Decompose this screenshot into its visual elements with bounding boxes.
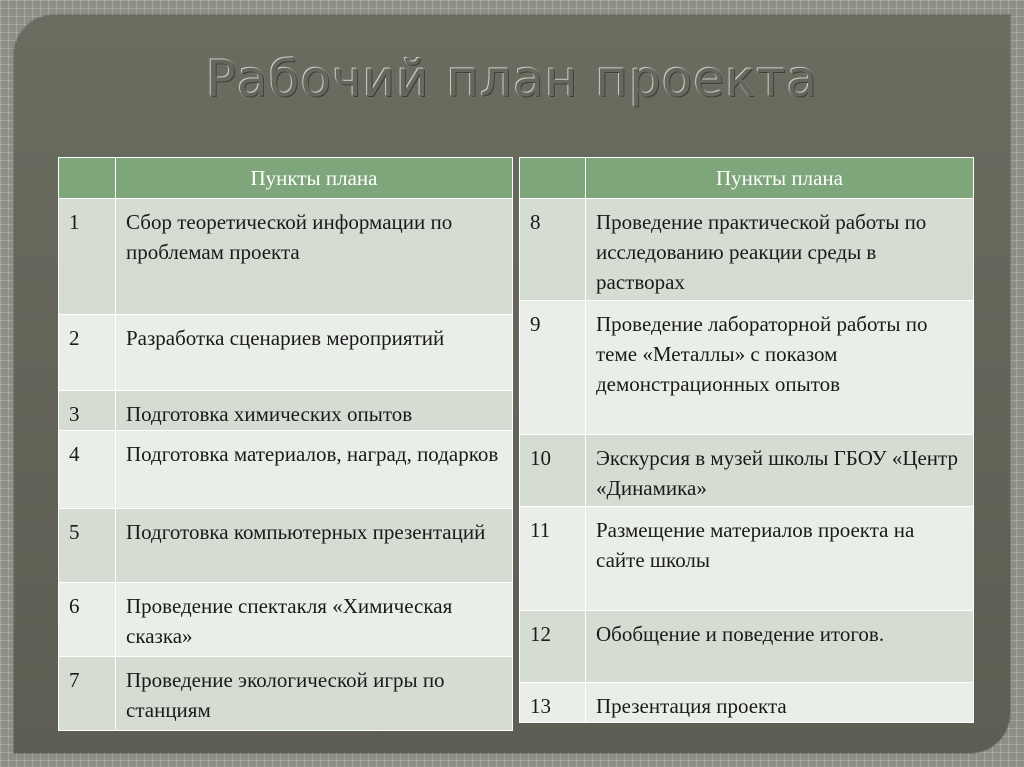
slide-title: Рабочий план проекта xyxy=(205,50,819,108)
table-row xyxy=(59,315,513,391)
table-row xyxy=(59,583,513,657)
row-text: Разработка сценариев мероприятий xyxy=(116,315,513,391)
table-row xyxy=(59,199,513,315)
table-row xyxy=(520,507,974,611)
row-text: Подготовка материалов, наград, подарков xyxy=(116,431,513,509)
table-row xyxy=(520,611,974,683)
table-row xyxy=(520,435,974,507)
row-text: Подготовка химических опытов xyxy=(116,391,513,431)
table-row xyxy=(59,431,513,509)
row-number: 3 xyxy=(59,391,116,431)
header-label: Пункты плана xyxy=(116,158,513,199)
header-label: Пункты плана xyxy=(586,158,974,199)
table-row xyxy=(520,199,974,301)
row-number: 1 xyxy=(59,199,116,315)
row-text: Обобщение и поведение итогов. xyxy=(586,611,974,683)
row-text: Проведение экологической игры по станциям xyxy=(116,657,513,731)
row-text: Экскурсия в музей школы ГБОУ «Центр «Динамика» xyxy=(586,435,974,507)
row-number: 13 xyxy=(520,683,586,723)
plan-table-left xyxy=(58,157,513,731)
table-row xyxy=(59,509,513,583)
row-number: 8 xyxy=(520,199,586,301)
row-number: 9 xyxy=(520,301,586,435)
row-number: 4 xyxy=(59,431,116,509)
row-text: Проведение лабораторной работы по теме «Металлы» с показом демонстрационных опытов xyxy=(586,301,974,435)
row-number: 12 xyxy=(520,611,586,683)
row-number: 10 xyxy=(520,435,586,507)
table-row xyxy=(520,683,974,723)
row-text: Подготовка компьютерных презентаций xyxy=(116,509,513,583)
row-text: Презентация проекта xyxy=(586,683,974,723)
row-number: 2 xyxy=(59,315,116,391)
row-text: Размещение материалов проекта на сайте школы xyxy=(586,507,974,611)
table-row xyxy=(520,301,974,435)
header-number-cell xyxy=(59,158,116,199)
table-row xyxy=(59,657,513,731)
row-text: Проведение практической работы по исследованию реакции среды в растворах xyxy=(586,199,974,301)
header-number-cell xyxy=(520,158,586,199)
row-number: 6 xyxy=(59,583,116,657)
row-number: 7 xyxy=(59,657,116,731)
table-row xyxy=(59,391,513,431)
row-text: Проведение спектакля «Химическая сказка» xyxy=(116,583,513,657)
row-text: Сбор теоретической информации по проблемам проекта xyxy=(116,199,513,315)
plan-table-right xyxy=(519,157,974,723)
row-number: 5 xyxy=(59,509,116,583)
row-number: 11 xyxy=(520,507,586,611)
